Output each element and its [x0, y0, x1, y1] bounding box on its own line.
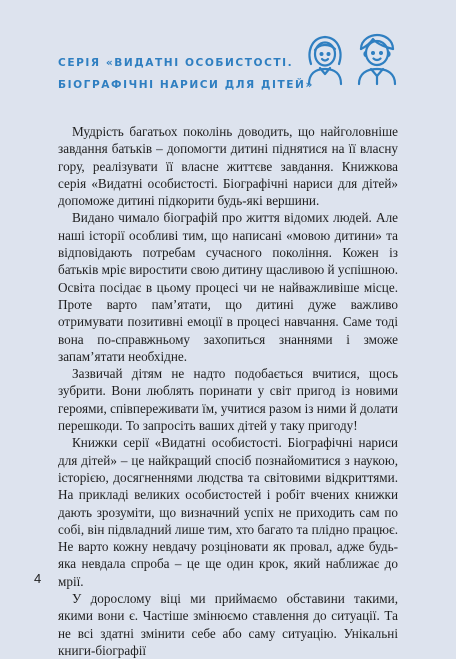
page-number: 4: [34, 571, 42, 586]
paragraph-2: Видано чимало біографій про життя відомих людей. Але наші історії особливі тим, що написані «мовою дитини» та відповідають потребам сучасного покоління. Кожен із батьків мріє виростити свою дитину щасливою й успішною. Освіта посідає в цьому процесі чи не найважливіше місце. Проте варто пам’ятати, що дитині дуже важливо отримувати позитивні емоції в процесі навчання. Саме тоді вона по-справжньому захопиться знаннями і зможе запам’ятати необхідне.: [58, 210, 398, 364]
paragraph-5: У дорослому віці ми приймаємо обставини такими, якими вони є. Частіше змінюємо ставлення до ситуації. Та не всі здатні змінити себе або саму ситуацію. Унікальні книги-біографії: [58, 591, 398, 658]
girl-icon: [309, 37, 341, 84]
paragraph-1: Мудрість багатьох поколінь доводить, що найголовніше завдання батьків – допомогти дитині піднятися на її власну гору, реалізувати її власне життєве завдання. Книжкова серія «Видатні особистості. Біографічні нариси для дітей» допоможе дитині підкорити будь-які вершини.: [58, 124, 398, 209]
series-title: [58, 52, 314, 96]
series-title-line-2: БІОГРАФІЧНІ НАРИСИ ДЛЯ ДІТЕЙ»: [58, 79, 314, 91]
paragraph-4: Книжки серії «Видатні особистості. Біографічні нариси для дітей» – це найкращий спосіб познайомитися з наукою, історією, досягненнями людства та світовими відкриттями. На прикладі великих особистостей і робіт вчених книжки дають зрозуміти, що визначний успіх не приходить сам по собі, він підвладний лише тим, хто багато та плідно працює. Не варто кожну невдачу розціновати як провал, адже будь-яка невдала спроба – це ще один крок, який наближає до мрії.: [58, 435, 398, 589]
girl-and-boy-icon: [301, 30, 401, 86]
paragraph-3: Зазвичай дітям не надто подобається вчитися, щось зубрити. Вони люблять поринати у світ пригод із новими героями, співпереживати їм, учитися разом із ними й долати перешкоди. То запросіть ваших дітей у таку пригоду!: [58, 366, 398, 434]
boy-icon: [359, 35, 395, 84]
body-text: [58, 123, 398, 659]
series-title-line-1: СЕРІЯ «ВИДАТНІ ОСОБИСТОСТІ.: [58, 57, 294, 69]
